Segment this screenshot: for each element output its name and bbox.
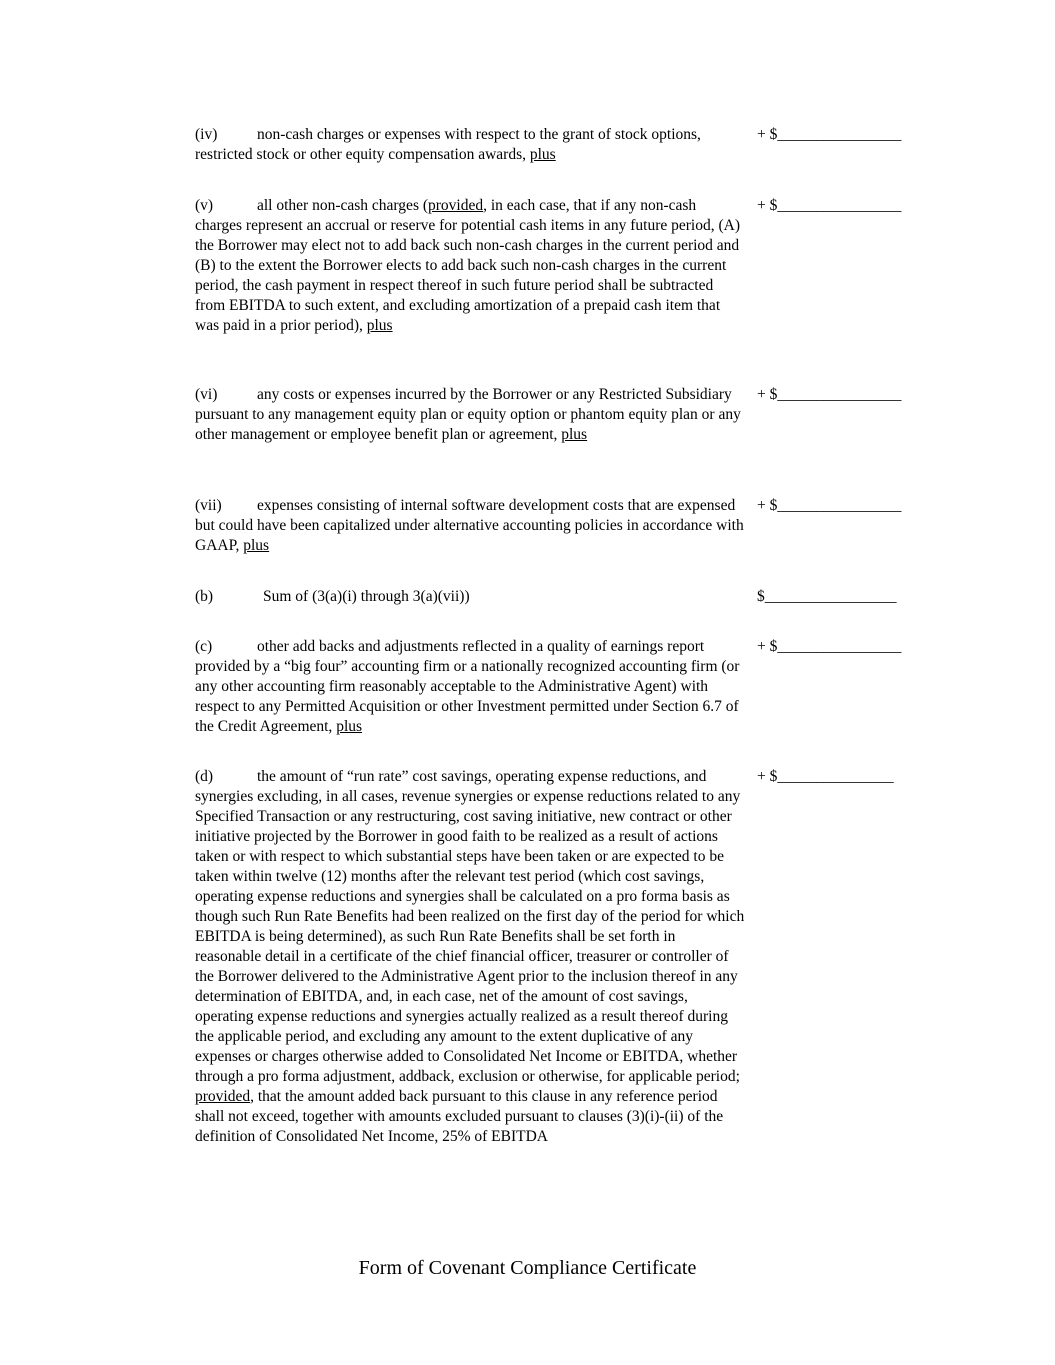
clause-marker: (iv) bbox=[195, 126, 218, 143]
amount-line: + $________________ bbox=[757, 638, 902, 655]
amount-line: + $_______________ bbox=[757, 768, 894, 785]
amount-line: + $________________ bbox=[757, 497, 902, 514]
clause-text: other add backs and adjustments reflected in a quality of earnings report provided by a “big four” accounting firm or a nationally recognized accounting firm (or any other accounting firm reasonably acceptable to the Administrative Agent) with respect to any Permitted Acquisition or other Investment permitted under Section 6.7 of the Credit Agreement, bbox=[195, 638, 740, 735]
clause-vi bbox=[195, 385, 745, 445]
amount-line: + $________________ bbox=[757, 126, 902, 143]
clause-b bbox=[195, 587, 745, 607]
clause-suffix: plus bbox=[243, 537, 270, 554]
amount-line: + $________________ bbox=[757, 197, 902, 214]
clause-underlined: provided bbox=[428, 197, 484, 214]
clause-suffix: plus bbox=[336, 718, 363, 735]
clause-text-pre: all other non-cash charges ( bbox=[257, 197, 429, 214]
clause-v bbox=[195, 196, 745, 336]
clause-underlined: provided bbox=[195, 1088, 251, 1105]
clause-suffix: plus bbox=[561, 426, 588, 443]
clause-text-post: , in each case, that if any non-cash charges represent an accrual or reserve for potential cash items in any future period, (A) the Borrower may elect not to add back such non-cash charges in the current period and (B) to the extent the Borrower elects to add back such non-cash charges in the current period, the cash payment in respect thereof in such future period shall be subtracted from EBITDA to such extent, and excluding amortization of a prepaid cash item that was paid in a prior period), bbox=[195, 197, 740, 334]
clause-marker: (v) bbox=[195, 197, 214, 214]
clause-text: expenses consisting of internal software development costs that are expensed but could have been capitalized under alternative accounting policies in accordance with GAAP, bbox=[195, 497, 744, 554]
amount-line: + $________________ bbox=[757, 386, 902, 403]
clause-text: Sum of (3(a)(i) through 3(a)(vii)) bbox=[263, 588, 470, 605]
clause-suffix: plus bbox=[366, 317, 393, 334]
clause-marker: (vii) bbox=[195, 497, 222, 514]
clause-vii bbox=[195, 496, 745, 556]
page-footer: Form of Covenant Compliance Certificate bbox=[358, 1257, 697, 1279]
clause-text-post: , that the amount added back pursuant to this clause in any reference period shall not exceed, together with amounts excluded pursuant to clauses (3)(i)-(ii) of the definition of Consolidated Net Income, 25% of EBITDA bbox=[195, 1088, 724, 1145]
clause-d bbox=[195, 767, 745, 1147]
clause-text-pre: the amount of “run rate” cost savings, operating expense reductions, and synergies excluding, in all cases, revenue synergies or expense reductions related to any Specified Transaction or any restructuring, cost saving initiative, new contract or other initiative projected by the Borrower in good faith to be realized as a result of actions taken or with respect to which substantial steps have been taken or are expected to be taken within twelve (12) months after the relevant test period (which cost savings, operating expense reductions and synergies shall be calculated on a pro forma basis as though such Run Rate Benefits had been realized on the first day of the period for which EBITDA is being determined), as such Run Rate Benefits shall be set forth in reasonable detail in a certificate of the chief financial officer, treasurer or controller of the Borrower delivered to the Administrative Agent prior to the inclusion thereof in any determination of EBITDA, and, in each case, net of the amount of cost savings, operating expense reductions and synergies actually realized as a result thereof during the applicable period, and excluding any amount to the extent duplicative of any expenses or charges otherwise added to Consolidated Net Income or EBITDA, whether through a pro forma adjustment, addback, exclusion or otherwise, for applicable period; bbox=[195, 768, 745, 1085]
amount-line: $_________________ bbox=[757, 588, 897, 605]
clause-iv bbox=[195, 125, 745, 165]
clause-c bbox=[195, 637, 745, 737]
clause-marker: (vi) bbox=[195, 386, 218, 403]
clause-text: any costs or expenses incurred by the Borrower or any Restricted Subsidiary pursuant to any management equity plan or equity option or phantom equity plan or any other management or employee benefit plan or agreement, bbox=[195, 386, 741, 443]
clause-marker: (c) bbox=[195, 638, 213, 655]
clause-marker: (d) bbox=[195, 768, 214, 785]
clause-marker: (b) bbox=[195, 588, 214, 605]
clause-text: non-cash charges or expenses with respect to the grant of stock options, restricted stock or other equity compensation awards, bbox=[195, 126, 701, 163]
clause-suffix: plus bbox=[529, 146, 556, 163]
